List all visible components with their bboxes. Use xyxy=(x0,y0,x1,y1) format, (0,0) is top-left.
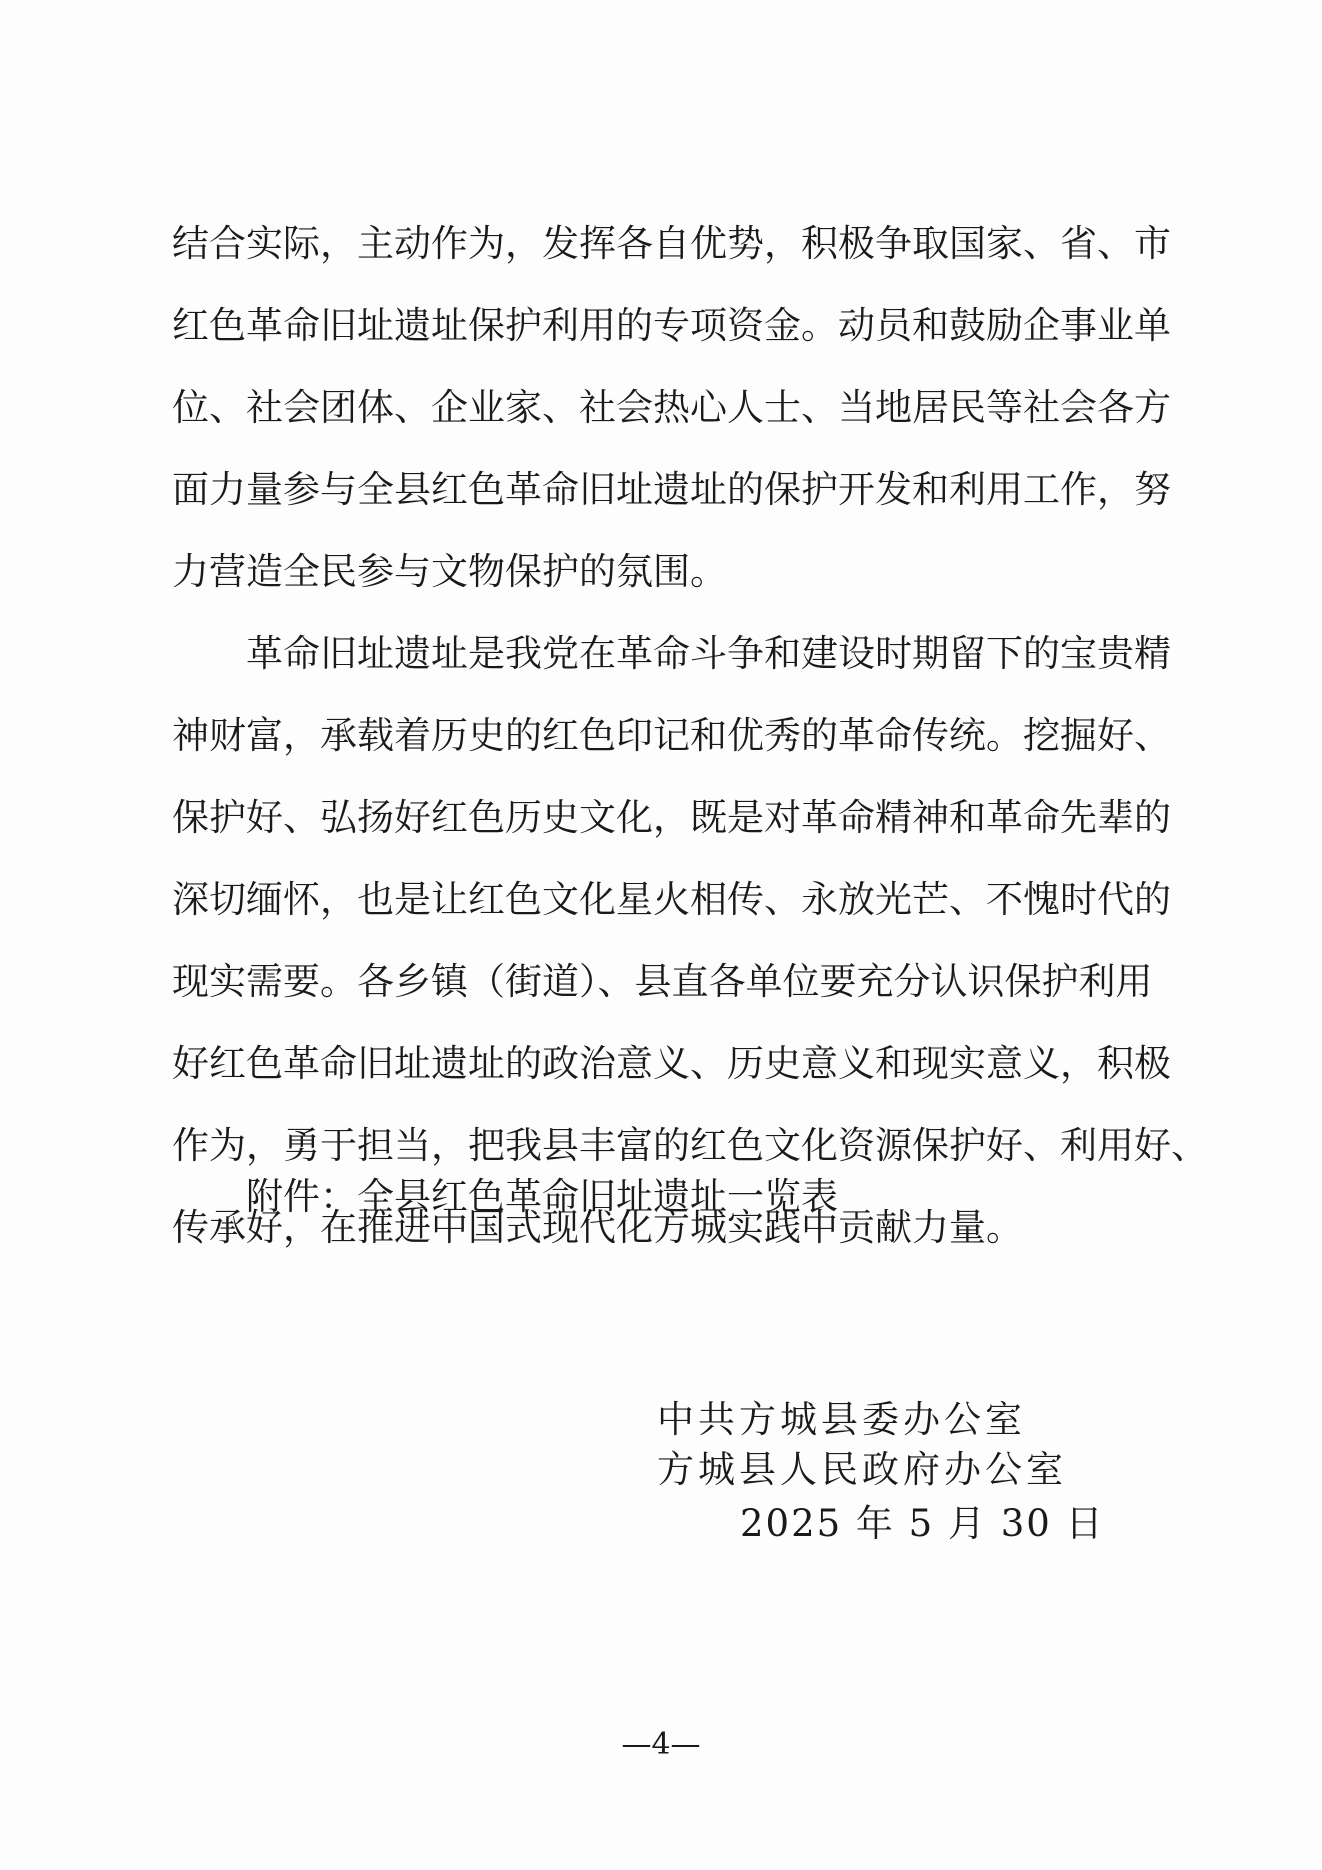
signature-org-1: 中共方城县委办公室 xyxy=(657,1398,1026,1441)
paragraph-1-line-1: 结合实际，主动作为，发挥各自优势，积极争取国家、省、市 xyxy=(172,222,1171,265)
paragraph-2-line-6: 好红色革命旧址遗址的政治意义、历史意义和现实意义，积极 xyxy=(172,1042,1171,1085)
paragraph-2-line-3: 保护好、弘扬好红色历史文化，既是对革命精神和革命先辈的 xyxy=(172,796,1171,839)
paragraph-1-line-5: 力营造全民参与文物保护的氛围。 xyxy=(172,550,727,593)
paragraph-2-line-2: 神财富，承载着历史的红色印记和优秀的革命传统。挖掘好、 xyxy=(172,714,1171,757)
paragraph-1-line-4: 面力量参与全县红色革命旧址遗址的保护开发和利用工作，努 xyxy=(172,468,1171,511)
paragraph-1-line-2: 红色革命旧址遗址保护利用的专项资金。动员和鼓励企事业单 xyxy=(172,304,1171,347)
signature-org-2: 方城县人民政府办公室 xyxy=(657,1448,1067,1491)
page-number: —4— xyxy=(621,1727,701,1762)
paragraph-2-line-5: 现实需要。各乡镇（街道）、县直各单位要充分认识保护利用 xyxy=(172,960,1153,1003)
paragraph-1-line-3: 位、社会团体、企业家、社会热心人士、当地居民等社会各方 xyxy=(172,386,1171,429)
signature-date: 2025 年 5 月 30 日 xyxy=(740,1502,1105,1545)
paragraph-2-line-7: 作为，勇于担当，把我县丰富的红色文化资源保护好、利用好、 xyxy=(172,1124,1208,1167)
paragraph-2-line-1: 革命旧址遗址是我党在革命斗争和建设时期留下的宝贵精 xyxy=(246,632,1171,675)
attachment-line: 附件：全县红色革命旧址遗址一览表 xyxy=(246,1175,838,1218)
paragraph-2-line-8: 传承好，在推进中国式现代化方城实践中贡献力量。 xyxy=(172,1206,1023,1249)
paragraph-2-line-4: 深切缅怀，也是让红色文化星火相传、永放光芒、不愧时代的 xyxy=(172,878,1171,921)
